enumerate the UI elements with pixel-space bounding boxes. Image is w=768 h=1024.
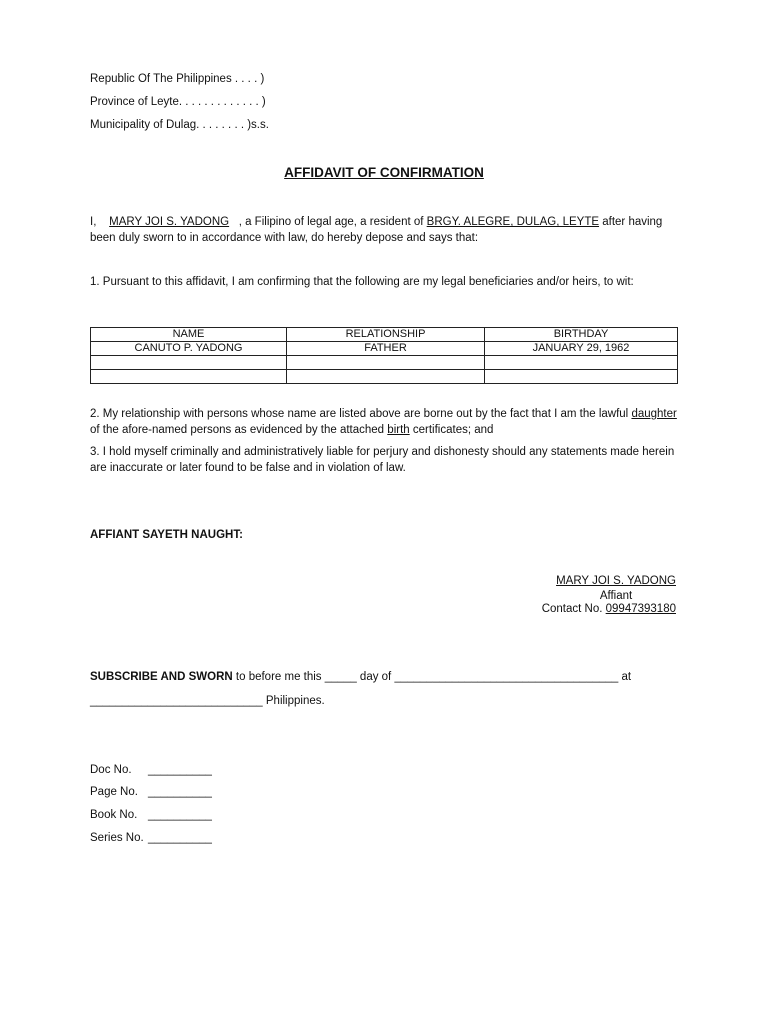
notarial-label: Book No. <box>90 809 138 821</box>
heirs-table <box>90 327 678 384</box>
notarial-label: Doc No. <box>90 764 132 776</box>
item-3: 3. I hold myself criminally and administratively liable for perjury and dishonesty should any statements made herein are inaccurate or later found to be false and in violation of law. <box>90 446 675 474</box>
jurat-rest: to before me this _____ day of ___________________________________ at <box>235 671 632 683</box>
contact-label: Contact No. <box>541 603 603 615</box>
document-title: AFFIDAVIT OF CONFIRMATION <box>284 165 484 180</box>
notarial-book <box>90 809 212 821</box>
column-header-birthday: BIRTHDAY <box>485 328 678 342</box>
item-2-text-b: of the afore-named persons as evidenced by the attached <box>90 424 385 436</box>
table-row <box>91 342 678 356</box>
notarial-series <box>90 832 212 844</box>
cell-birthday <box>485 356 678 370</box>
header-province: Province of Leyte. . . . . . . . . . . . . ) <box>90 96 266 108</box>
notarial-value: __________ <box>148 764 212 776</box>
jurat-bold: SUBSCRIBE AND SWORN <box>90 671 233 683</box>
affiant-address: BRGY. ALEGRE, DULAG, LEYTE <box>426 216 600 228</box>
contact-line <box>542 603 676 615</box>
jurat-line-1 <box>90 671 631 683</box>
cell-relationship: FATHER <box>287 342 485 356</box>
cell-name <box>91 370 287 384</box>
jurat-line-2: ___________________________ Philippines. <box>90 695 325 707</box>
contact-number: 09947393180 <box>605 603 676 615</box>
header-republic: Republic Of The Philippines . . . . ) <box>90 73 265 85</box>
cell-birthday: JANUARY 29, 1962 <box>485 342 678 356</box>
signature-block <box>556 574 676 604</box>
cell-name <box>91 356 287 370</box>
item-2-daughter: daughter <box>631 408 677 420</box>
cell-birthday <box>485 370 678 384</box>
notarial-value: __________ <box>148 832 212 844</box>
cell-relationship <box>287 370 485 384</box>
notarial-page <box>90 786 212 798</box>
table-row <box>91 356 678 370</box>
notarial-label: Page No. <box>90 786 138 798</box>
column-header-name: NAME <box>91 328 287 342</box>
affiant-sayeth-naught: AFFIANT SAYETH NAUGHT: <box>90 529 243 541</box>
signature-role: Affiant <box>599 590 633 602</box>
notarial-value: __________ <box>148 809 212 821</box>
signature-name: MARY JOI S. YADONG <box>556 575 676 587</box>
item-2-text-c: certificates; and <box>412 424 494 436</box>
item-1: 1. Pursuant to this affidavit, I am confirming that the following are my legal beneficiaries and/or heirs, to wit: <box>90 276 634 288</box>
column-header-relationship: RELATIONSHIP <box>287 328 485 342</box>
table-row <box>91 370 678 384</box>
table-header-row <box>91 328 678 342</box>
cell-name: CANUTO P. YADONG <box>91 342 287 356</box>
cell-relationship <box>287 356 485 370</box>
item-2-text-a: 2. My relationship with persons whose name are listed above are borne out by the fact that I am the lawful <box>90 408 629 420</box>
affiant-name-inline: MARY JOI S. YADONG <box>109 216 230 228</box>
intro-paragraph <box>90 214 680 246</box>
notarial-value: __________ <box>148 786 212 798</box>
intro-mid: , a Filipino of legal age, a resident of <box>238 216 424 228</box>
header-municipality: Municipality of Dulag. . . . . . . . )s.s. <box>90 119 269 131</box>
notarial-doc <box>90 764 212 776</box>
item-2-birth: birth <box>387 424 410 436</box>
notarial-label: Series No. <box>90 832 144 844</box>
intro-prefix: I, <box>90 216 97 228</box>
item-2 <box>90 406 680 438</box>
intro-suffix: after having been duly sworn to in accordance with law, do hereby depose and says that: <box>90 216 663 244</box>
